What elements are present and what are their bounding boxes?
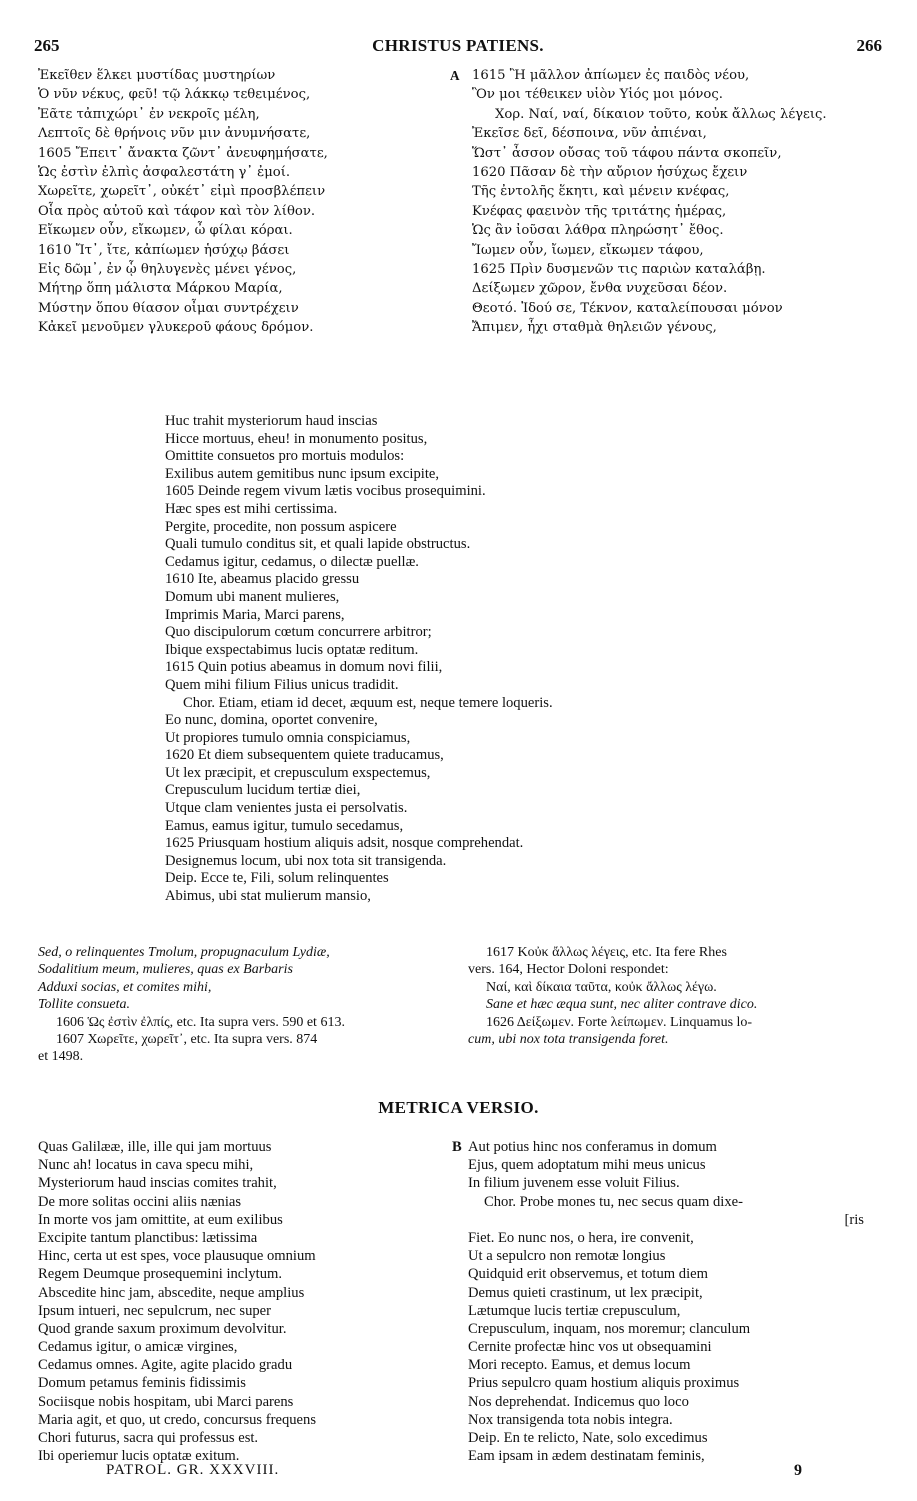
verse-line bbox=[452, 1284, 892, 1302]
verse-line bbox=[165, 712, 785, 730]
verse-line bbox=[452, 1193, 892, 1211]
verse-line bbox=[450, 241, 890, 260]
line-text: 1620 Et diem subsequentem quiete traducamus, bbox=[165, 747, 444, 764]
note-line bbox=[38, 1014, 458, 1031]
line-text: Quidquid erit observemus, et totum diem bbox=[468, 1266, 708, 1283]
verse-line bbox=[165, 695, 785, 713]
line-text: Nox transigenda tota nobis integra. bbox=[468, 1411, 673, 1428]
verse-line bbox=[452, 1356, 892, 1374]
line-text: Fiet. Eo nunc nos, o hera, ire convenit, bbox=[468, 1229, 694, 1246]
line-text: In filium juvenem esse voluit Filius. bbox=[468, 1175, 680, 1192]
line-text: Οἷα πρὸς αὐτοῦ καὶ τάφον καὶ τὸν λίθον. bbox=[38, 203, 316, 219]
metrica-versio-title: METRICA VERSIO. bbox=[378, 1098, 539, 1117]
verse-line bbox=[450, 318, 890, 337]
verse-line bbox=[38, 1211, 448, 1229]
line-text: Deip. En te relicto, Nate, solo excedimus bbox=[468, 1430, 708, 1446]
verse-line bbox=[38, 299, 438, 318]
verse-line bbox=[38, 1393, 448, 1411]
verse-line bbox=[452, 1320, 892, 1338]
line-text: Huc trahit mysteriorum haud inscias bbox=[165, 413, 378, 429]
line-text: Mysteriorum haud inscias comites trahit, bbox=[38, 1175, 277, 1192]
note-line bbox=[38, 1048, 458, 1065]
verse-line bbox=[38, 1302, 448, 1320]
line-text: Utque clam venientes justa ei persolvatis. bbox=[165, 800, 408, 817]
verse-line bbox=[165, 800, 785, 818]
verse-line bbox=[165, 870, 785, 888]
line-text: Crepusculum, inquam, nos moremur; clanculum bbox=[468, 1320, 751, 1337]
line-text: Crepusculum lucidum tertiæ diei, bbox=[165, 782, 361, 799]
line-text: Ut a sepulcro non remotæ longius bbox=[468, 1248, 666, 1265]
line-text: 1615 Ἢ μᾶλλον ἀπίωμεν ἐς παιδὸς νέου, bbox=[472, 68, 750, 83]
column-marker: A bbox=[450, 68, 460, 83]
verse-line bbox=[38, 66, 438, 85]
line-text: Eo nunc, domina, oportet convenire, bbox=[165, 712, 378, 729]
note-line bbox=[468, 1014, 888, 1031]
line-text: Cedamus omnes. Agite, agite placido gradu bbox=[38, 1357, 293, 1374]
note-line bbox=[38, 944, 458, 961]
line-text: Ut propiores tumulo omnia conspiciamus, bbox=[165, 729, 411, 746]
line-text: 1610 Ite, abeamus placido gressu bbox=[165, 571, 360, 588]
line-text: De more solitas occini aliis nænias bbox=[38, 1193, 242, 1210]
verse-line bbox=[38, 1374, 448, 1392]
running-header bbox=[34, 36, 882, 58]
verse-line bbox=[38, 1320, 448, 1338]
line-text: Quem mihi filium Filius unicus tradidit. bbox=[165, 676, 399, 693]
verse-line bbox=[165, 483, 785, 501]
verse-line bbox=[165, 888, 785, 906]
line-text: Eamus, eamus igitur, tumulo secedamus, bbox=[165, 817, 404, 834]
verse-line bbox=[165, 782, 785, 800]
line-text: Ὥστ᾽ ἆσσον οὔσας τοῦ τάφου πάντα σκοπεῖν, bbox=[472, 145, 782, 161]
line-text: Nunc ah! locatus in cava specu mihi, bbox=[38, 1157, 254, 1174]
line-text: vers. 164, Hector Doloni respondet: bbox=[468, 962, 669, 978]
line-text: Cedamus igitur, cedamus, o dilectæ puellæ. bbox=[165, 553, 419, 570]
line-text: 1625 Πρὶν δυσμενῶν τις παριὼν καταλάβῃ. bbox=[472, 261, 766, 277]
verse-line bbox=[38, 241, 438, 260]
verse-line bbox=[165, 448, 785, 466]
line-text: 1615 Quin potius abeamus in domum novi filii, bbox=[165, 659, 443, 676]
verse-line bbox=[452, 1429, 892, 1447]
greek-text-left-column bbox=[38, 66, 438, 337]
verse-line bbox=[38, 318, 438, 337]
note-line bbox=[468, 996, 888, 1013]
line-text: Quas Galilææ, ille, ille qui jam mortuus bbox=[38, 1139, 272, 1155]
line-text: 1605 Deinde regem vivum lætis vocibus prosequimini. bbox=[165, 483, 486, 500]
line-text: Ut lex præcipit, et crepusculum exspectemus, bbox=[165, 764, 431, 781]
line-text: Chor. Etiam, etiam id decet, æquum est, neque temere loqueris. bbox=[183, 694, 553, 711]
verse-line bbox=[450, 66, 890, 85]
line-text: Cernite profectæ hinc vos ut obsequamini bbox=[468, 1339, 712, 1356]
verse-line bbox=[450, 260, 890, 279]
verse-line bbox=[38, 85, 438, 104]
verse-line bbox=[38, 1156, 448, 1174]
line-text: Μήτηρ ὅπη μάλιστα Μάρκου Μαρία, bbox=[38, 281, 283, 297]
verse-line bbox=[452, 1156, 892, 1174]
page-number-left: 265 bbox=[34, 36, 60, 55]
verse-line bbox=[165, 659, 785, 677]
verse-line bbox=[452, 1211, 892, 1229]
line-text: 1625 Priusquam hostium aliquis adsit, nosque comprehendat. bbox=[165, 835, 524, 852]
note-line bbox=[38, 961, 458, 978]
line-text: Domum ubi manent mulieres, bbox=[165, 588, 340, 605]
line-text: Hinc, certa ut est spes, voce plausuque omnium bbox=[38, 1248, 316, 1265]
line-text: 1617 Κοὐκ ἄλλως λέγεις, etc. Ita fere Rhes bbox=[486, 945, 727, 960]
line-text: Tollite consueta. bbox=[38, 997, 131, 1013]
line-text: Ὡς ἂν ἰοῦσαι λάθρα πληρώσητ᾽ ἔθος. bbox=[472, 223, 724, 239]
verse-line bbox=[165, 677, 785, 695]
verse-line bbox=[165, 501, 785, 519]
line-text: 1606 Ὡς ἐστὶν ἐλπίς, etc. Ita supra vers. 590 et 613. bbox=[56, 1014, 345, 1030]
verse-line bbox=[165, 431, 785, 449]
verse-line bbox=[450, 279, 890, 298]
line-text: Quod grande saxum proximum devolvitur. bbox=[38, 1320, 287, 1337]
notes-right-column bbox=[468, 944, 888, 1048]
line-text: Χορ. Ναί, ναί, δίκαιον τοῦτο, κοὐκ ἄλλως λέγεις. bbox=[495, 106, 827, 122]
page-title: CHRISTUS PATIENS. bbox=[372, 36, 544, 55]
note-line bbox=[468, 961, 888, 978]
verse-line bbox=[38, 1429, 448, 1447]
verse-line bbox=[452, 1411, 892, 1429]
notes-left-column bbox=[38, 944, 458, 1066]
verse-line bbox=[165, 818, 785, 836]
line-text: Hicce mortuus, eheu! in monumento positus, bbox=[165, 430, 428, 447]
line-text: Omittite consuetos pro mortuis modulos: bbox=[165, 448, 405, 465]
verse-line bbox=[38, 1174, 448, 1192]
metrica-right-column bbox=[452, 1138, 892, 1465]
line-text: Excipite tantum planctibus: lætissima bbox=[38, 1229, 258, 1246]
line-text: Sociisque nobis hospitam, ubi Marci parens bbox=[38, 1393, 294, 1410]
verse-line bbox=[38, 221, 438, 240]
verse-line bbox=[165, 765, 785, 783]
verse-line bbox=[450, 144, 890, 163]
verse-line bbox=[165, 554, 785, 572]
line-text: et 1498. bbox=[38, 1049, 84, 1065]
line-text: Mori recepto. Eamus, et demus locum bbox=[468, 1357, 691, 1374]
line-text: Ὁ νῦν νέκυς, φεῦ! τῷ λάκκῳ τεθειμένος, bbox=[38, 87, 311, 103]
line-text: Domum petamus feminis fidissimis bbox=[38, 1375, 246, 1392]
verse-line bbox=[38, 1193, 448, 1211]
verse-line bbox=[165, 536, 785, 554]
note-line bbox=[38, 979, 458, 996]
verse-line bbox=[452, 1138, 892, 1156]
verse-line bbox=[450, 202, 890, 221]
line-text: Χωρεῖτε, χωρεῖτ᾽, οὐκέτ᾽ εἰμὶ προσβλέπειν bbox=[38, 184, 326, 200]
line-text: Abscedite hinc jam, abscedite, neque amplius bbox=[38, 1284, 305, 1301]
verse-line bbox=[38, 1247, 448, 1265]
line-text: Cedamus igitur, o amicæ virgines, bbox=[38, 1339, 238, 1356]
line-text: Ἄπιμεν, ἧχι σταθμὰ θηλειῶν γένους, bbox=[472, 320, 717, 336]
line-text: Adduxi socias, et comites mihi, bbox=[38, 979, 212, 995]
line-text: Maria agit, et quo, ut credo, concursus frequens bbox=[38, 1411, 317, 1428]
line-text: Sed, o relinquentes Tmolum, propugnaculum Lydiæ, bbox=[38, 945, 330, 960]
line-text: Κνέφας φαεινὸν τῆς τριτάτης ἡμέρας, bbox=[472, 203, 727, 219]
verse-line bbox=[452, 1229, 892, 1247]
line-text: Designemus locum, ubi nox tota sit transigenda. bbox=[165, 852, 447, 869]
verse-line bbox=[450, 299, 890, 318]
line-text: 1626 Δείξωμεν. Forte λείπωμεν. Linquamus lo- bbox=[486, 1014, 753, 1030]
verse-line bbox=[452, 1302, 892, 1320]
verse-line bbox=[165, 624, 785, 642]
note-line bbox=[468, 1031, 888, 1048]
line-text: Sodalitium meum, mulieres, quas ex Barbaris bbox=[38, 962, 293, 978]
line-text: Lætumque lucis tertiæ crepusculum, bbox=[468, 1302, 681, 1319]
line-text: Demus quieti crastinum, ut lex præcipit, bbox=[468, 1284, 703, 1301]
verse-line bbox=[165, 607, 785, 625]
line-text: Quo discipulorum cœtum concurrere arbitror; bbox=[165, 624, 432, 641]
line-text: 1610 Ἴτ᾽, ἴτε, κἀπίωμεν ἡσύχῳ βάσει bbox=[38, 242, 290, 258]
line-text: Ἐᾶτε τἀπιχώρι᾽ ἐν νεκροῖς μέλη, bbox=[38, 106, 260, 122]
line-text: Sane et hæc æqua sunt, nec aliter contrave dico. bbox=[486, 997, 758, 1013]
line-text: 1607 Χωρεῖτε, χωρεῖτ᾽, etc. Ita supra vers. 874 bbox=[56, 1031, 318, 1047]
verse-line bbox=[38, 1411, 448, 1429]
line-text: 1620 Πᾶσαν δὲ τὴν αὔριον ἡσύχως ἔχειν bbox=[472, 164, 748, 180]
line-text: Chori futurus, sacra qui professus est. bbox=[38, 1430, 259, 1446]
verse-line bbox=[450, 163, 890, 182]
verse-line bbox=[165, 413, 785, 431]
line-text: Pergite, procedite, non possum aspicere bbox=[165, 518, 397, 535]
verse-line bbox=[38, 260, 438, 279]
verse-line bbox=[38, 1265, 448, 1283]
verse-line bbox=[165, 589, 785, 607]
verse-line bbox=[38, 163, 438, 182]
line-text: 1605 Ἔπειτ᾽ ἄνακτα ζῶντ᾽ ἀνευφημήσατε, bbox=[38, 145, 328, 161]
line-text: Imprimis Maria, Marci parens, bbox=[165, 606, 345, 623]
verse-line bbox=[452, 1174, 892, 1192]
note-line bbox=[38, 996, 458, 1013]
verse-line bbox=[38, 124, 438, 143]
verse-line bbox=[450, 182, 890, 201]
line-text: Λεπτοῖς δὲ θρήνοις νῦν μιν ἀνυμνήσατε, bbox=[38, 126, 311, 142]
line-text: Ἴωμεν οὖν, ἴωμεν, εἴκωμεν τάφου, bbox=[472, 242, 704, 258]
latin-version bbox=[165, 413, 785, 906]
line-text: [ris bbox=[844, 1211, 864, 1228]
note-line bbox=[468, 944, 888, 961]
verse-line bbox=[38, 202, 438, 221]
verse-line bbox=[452, 1247, 892, 1265]
line-text: Εἰς δῶμ᾽, ἐν ᾧ θηλυγενὲς μένει γένος, bbox=[38, 261, 297, 277]
verse-line bbox=[38, 105, 438, 124]
verse-line bbox=[165, 730, 785, 748]
line-text: Ναί, καὶ δίκαια ταῦτα, κοὐκ ἄλλως λέγω. bbox=[486, 979, 717, 995]
verse-line bbox=[38, 1338, 448, 1356]
verse-line bbox=[452, 1338, 892, 1356]
line-text: Prius sepulcro quam hostium aliquis proximus bbox=[468, 1375, 740, 1392]
verse-line bbox=[452, 1393, 892, 1411]
line-text: Quali tumulo conditus sit, et quali lapide obstructus. bbox=[165, 536, 471, 553]
verse-line bbox=[450, 221, 890, 240]
line-text: Hæc spes est mihi certissima. bbox=[165, 500, 338, 517]
verse-line bbox=[165, 747, 785, 765]
line-text: Ibique exspectabimus lucis optatæ reditum. bbox=[165, 641, 419, 658]
note-line bbox=[468, 979, 888, 996]
line-text: Deip. Ecce te, Fili, solum relinquentes bbox=[165, 870, 389, 887]
metrica-left-column bbox=[38, 1138, 448, 1465]
verse-line bbox=[165, 642, 785, 660]
verse-line bbox=[165, 835, 785, 853]
page-footer bbox=[0, 1462, 917, 1484]
verse-line bbox=[38, 144, 438, 163]
line-text: Chor. Probe mones tu, nec secus quam dixe- bbox=[484, 1193, 743, 1210]
footer-series: PATROL. GR. XXXVIII. bbox=[106, 1462, 280, 1478]
line-text: Μύστην ὅπου θίασον οἶμαι συντρέχειν bbox=[38, 300, 299, 316]
verse-line bbox=[450, 105, 890, 124]
line-text: Regem Deumque prosequemini inclytum. bbox=[38, 1266, 282, 1283]
line-text: Ἐκεῖσε δεῖ, δέσποινα, νῦν ἀπιέναι, bbox=[472, 126, 707, 142]
line-text: Ὃν μοι τέθεικεν υἱὸν Υἱός μοι μόνος. bbox=[472, 87, 723, 103]
verse-line bbox=[452, 1374, 892, 1392]
line-text: Τῆς ἐντολῆς ἕκητι, καὶ μένειν κνέφας, bbox=[472, 184, 730, 200]
line-text: In morte vos jam omittite, at eum exilibus bbox=[38, 1211, 283, 1228]
line-text: Ibi operiemur lucis optatæ exitum. bbox=[38, 1448, 240, 1465]
verse-line bbox=[38, 279, 438, 298]
line-text: Exilibus autem gemitibus nunc ipsum excipite, bbox=[165, 465, 439, 482]
verse-line bbox=[38, 1229, 448, 1247]
greek-text-right-column bbox=[450, 66, 890, 337]
verse-line bbox=[165, 466, 785, 484]
line-text: cum, ubi nox tota transigenda foret. bbox=[468, 1031, 669, 1047]
footer-signature: 9 bbox=[794, 1462, 802, 1479]
line-text: Εἴκωμεν οὖν, εἴκωμεν, ὦ φίλαι κόραι. bbox=[38, 223, 293, 239]
verse-line bbox=[452, 1265, 892, 1283]
line-text: Ὡς ἐστὶν ἐλπὶς ἀσφαλεστάτη γ᾽ ἐμοί. bbox=[38, 164, 291, 180]
line-text: Aut potius hinc nos conferamus in domum bbox=[468, 1139, 717, 1155]
note-line bbox=[38, 1031, 458, 1048]
verse-line bbox=[38, 1356, 448, 1374]
verse-line bbox=[450, 124, 890, 143]
verse-line bbox=[38, 182, 438, 201]
verse-line bbox=[165, 519, 785, 537]
line-text: Ἐκεῖθεν ἕλκει μυστίδας μυστηρίων bbox=[38, 68, 276, 83]
line-text: Nos deprehendat. Indicemus quo loco bbox=[468, 1393, 689, 1410]
line-text: Ipsum intueri, nec sepulcrum, nec super bbox=[38, 1302, 272, 1319]
line-text: Abimus, ubi stat mulierum mansio, bbox=[165, 888, 371, 905]
line-text: Eam ipsam in ædem destinatam feminis, bbox=[468, 1448, 705, 1465]
line-text: Ejus, quem adoptatum mihi meus unicus bbox=[468, 1157, 706, 1174]
verse-line bbox=[38, 1284, 448, 1302]
line-text: Δείξωμεν χῶρον, ἔνθα νυχεῦσαι δέον. bbox=[472, 281, 728, 297]
line-text: Κἀκεῖ μενοῦμεν γλυκεροῦ φάους δρόμον. bbox=[38, 320, 314, 336]
column-marker: B bbox=[452, 1139, 462, 1155]
verse-line bbox=[165, 853, 785, 871]
verse-line bbox=[450, 85, 890, 104]
line-text: Θεοτό. Ἰδού σε, Τέκνον, καταλείπουσαι μόνον bbox=[472, 300, 783, 316]
verse-line bbox=[165, 571, 785, 589]
verse-line bbox=[38, 1138, 448, 1156]
page-number-right: 266 bbox=[856, 36, 882, 55]
